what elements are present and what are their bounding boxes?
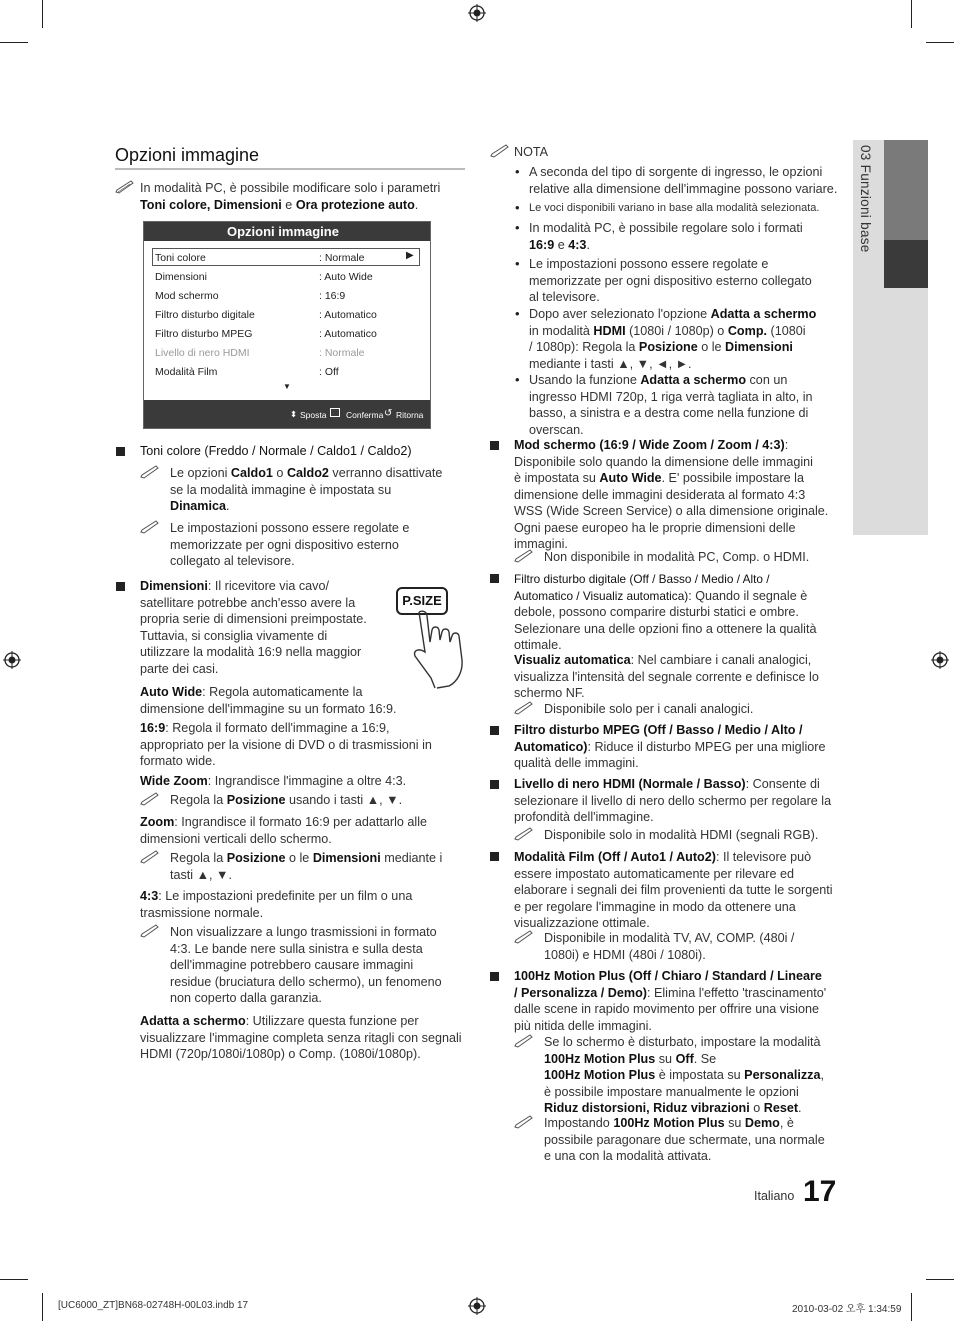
title-rule	[115, 168, 465, 170]
bullet-dot: •	[515, 372, 520, 387]
zoom-note: Regola la Posizione o le Dimensioni mediante i tasti ▲, ▼.	[170, 851, 443, 882]
ratio-43-text: 4:3: Le impostazioni predefinite per un film o una trasmissione normale.	[140, 889, 413, 920]
modalita-film-text: Modalità Film (Off / Auto1 / Auto2): Il televisore può essere impostato automaticamente per rilevare ed elaborare i segnali dei film provenienti da tutte le sorgenti e per regolare l'immagine in modo da ottenere una visualizzazione ottimale.	[514, 850, 833, 930]
motion-plus-note-2: Impostando 100Hz Motion Plus su Demo, è possibile paragonare due schermate, una normale e una con la modalità attivata.	[544, 1116, 825, 1163]
mod-schermo-note: Non disponibile in modalità PC, Comp. o HDMI.	[544, 550, 810, 564]
registration-mark-icon	[468, 1297, 486, 1315]
autowide-text: Auto Wide: Regola automaticamente la dimensione dell'immagine su un formato 16:9.	[140, 685, 397, 716]
bullet-square	[490, 972, 499, 981]
nota-heading: NOTA	[514, 145, 549, 159]
osd-row-label: Toni colore	[155, 252, 206, 264]
modalita-film-note: Disponibile in modalità TV, AV, COMP. (480i / 1080i) e HDMI (480i / 1080i).	[544, 931, 795, 962]
chapter-side-tab-marker	[884, 240, 928, 288]
toni-heading: Toni colore (Freddo / Normale / Caldo1 / Caldo2)	[140, 444, 412, 458]
osd-row-value: : Off	[319, 366, 339, 378]
registration-mark-icon	[931, 651, 949, 669]
ratio-169-text: 16:9: Regola il formato dell'immagine a 16:9, appropriato per la visione di DVD o di trasmissioni in formato wide.	[140, 721, 432, 768]
visualiz-note: Disponibile solo per i canali analogici.	[544, 702, 754, 716]
bullet-square	[490, 852, 499, 861]
osd-title: Opzioni immagine	[144, 222, 430, 241]
mod-schermo-text: Mod schermo (16:9 / Wide Zoom / Zoom / 4:3): Disponibile solo quando la dimensione delle immagini è impostata su Auto Wide. E' possibile impostare la dimensione delle immagini desiderata al formato 4:3 WSS (Wide Screen Service) o alla dimensione originale. Ogni paese europeo ha le proprie dimensioni delle immagini.	[514, 438, 829, 551]
bullet-dot: •	[515, 164, 520, 179]
crop-mark	[926, 1279, 954, 1280]
bullet-dot: •	[515, 256, 520, 271]
crop-mark	[911, 1293, 912, 1321]
bullet-square	[490, 441, 499, 450]
crop-mark	[926, 42, 954, 43]
bullet-square	[116, 447, 125, 456]
osd-row-label: Mod schermo	[155, 290, 219, 302]
bullet-square	[490, 726, 499, 735]
widezoom-note: Regola la Posizione usando i tasti ▲, ▼.	[170, 793, 403, 807]
chapter-label: 03 Funzioni base	[858, 145, 873, 253]
bullet-dot: •	[515, 200, 520, 215]
bullet-dot: •	[515, 220, 520, 235]
toni-note-2: Le impostazioni possono essere regolate e memorizzate per ogni dispositivo esterno collegato al televisore.	[170, 521, 410, 568]
bullet-square	[490, 780, 499, 789]
osd-row-value: : 16:9	[319, 290, 346, 302]
crop-mark	[911, 0, 912, 28]
osd-arrow-right-icon: ▶	[406, 250, 414, 261]
osd-row-label: Dimensioni	[155, 271, 207, 283]
return-icon: ↺	[384, 408, 393, 419]
updown-icon: ⬍	[290, 409, 298, 419]
note-pencil-icon	[514, 930, 534, 944]
hand-pointer-icon	[405, 608, 467, 690]
motion-plus-text: 100Hz Motion Plus (Off / Chiaro / Standard / Lineare / Personalizza / Demo): Elimina l'effetto 'trascinamento' dalle scene in rapido movimento per offrire una visione più nitida delle immagini.	[514, 969, 827, 1033]
registration-mark-icon	[468, 4, 486, 22]
osd-row-label: Filtro disturbo MPEG	[155, 328, 253, 340]
psize-button: P.SIZE	[396, 587, 448, 615]
note-pencil-icon	[514, 1115, 534, 1129]
ratio-43-note: Non visualizzare a lungo trasmissioni in formato 4:3. Le bande nere sulla sinistra e sulla desta dell'immagine potrebbero causare immagini residue (bruciatura dello schermo), un fenomeno non coperto dalla garanzia.	[170, 925, 442, 1005]
nota-item-4: Le impostazioni possono essere regolate e memorizzate per ogni dispositivo esterno collegato al televisore.	[529, 257, 812, 304]
osd-row-value: : Auto Wide	[319, 271, 373, 283]
osd-footer	[144, 400, 430, 428]
livello-nero-text: Livello di nero HDMI (Normale / Basso): Consente di selezionare il livello di nero dello schermo per regolare la profondità dell'immagine.	[514, 777, 832, 824]
osd-row-label-disabled: Livello di nero HDMI	[155, 347, 250, 359]
osd-move-label: Sposta	[300, 410, 327, 420]
adatta-text: Adatta a schermo: Utilizzare questa funzione per visualizzare l'immagine completa senza ritagli con segnali HDMI (720p/1080i/1080p) o Comp. (1080i/1080p).	[140, 1014, 462, 1061]
note-pencil-icon	[490, 144, 510, 158]
footer-language: Italiano	[754, 1189, 795, 1203]
osd-enter-label: Conferma	[346, 410, 384, 420]
filtro-digitale-text: Filtro disturbo digitale (Off / Basso / Medio / Alto / Automatico / Visualiz automatica): Quando il segnale è debole, possono comparire disturbi statici e ombre. Selezionare una delle opzioni fino a ottenere la qualità ottimale.	[514, 572, 817, 652]
livello-nero-note: Disponibile solo in modalità HDMI (segnali RGB).	[544, 828, 819, 842]
nota-item-3: In modalità PC, è possibile regolare solo i formati 16:9 e 4:3.	[529, 221, 803, 252]
note-pencil-icon	[514, 701, 534, 715]
osd-row-value-disabled: : Normale	[319, 347, 365, 359]
enter-icon	[330, 408, 340, 417]
osd-row-label: Filtro disturbo digitale	[155, 309, 255, 321]
print-slug-right: 2010-03-02 오후 1:34:59	[792, 1304, 902, 1315]
toni-note-1: Le opzioni Caldo1 o Caldo2 verranno disattivate se la modalità immagine è impostata su Dinamica.	[170, 466, 443, 513]
crop-mark	[42, 0, 43, 28]
osd-row-value: : Normale	[319, 252, 365, 264]
nota-item-5: Dopo aver selezionato l'opzione Adatta a schermo in modalità HDMI (1080i / 1080p) o Comp. (1080i / 1080p): Regola la Posizione o le Dimensioni mediante i tasti ▲, ▼, ◄, ►.	[529, 307, 817, 371]
note-pencil-icon	[140, 520, 160, 534]
nota-item-2: Le voci disponibili variano in base alla modalità selezionata.	[529, 202, 820, 214]
note-pencil-icon	[115, 180, 135, 194]
nota-item-1: A seconda del tipo di sorgente di ingresso, le opzioni relative alla dimensione dell'immagine possono variare.	[529, 165, 838, 196]
note-pencil-icon	[140, 850, 160, 864]
section-title: Opzioni immagine	[115, 145, 260, 165]
note-pencil-icon	[140, 792, 160, 806]
crop-mark	[0, 42, 28, 43]
page-number: 17	[803, 1175, 837, 1208]
osd-row-label: Modalità Film	[155, 366, 218, 378]
nota-item-6: Usando la funzione Adatta a schermo con un ingresso HDMI 720p, 1 riga verrà tagliata in alto, in basso, a sinistra e a destra come nella funzione di overscan.	[529, 373, 813, 437]
note-pencil-icon	[514, 1034, 534, 1048]
print-slug-left: [UC6000_ZT]BN68-02748H-00L03.indb 17	[58, 1300, 249, 1311]
bullet-square	[116, 582, 125, 591]
bullet-dot: •	[515, 306, 520, 321]
osd-menu-screen	[143, 221, 431, 429]
note-pencil-icon	[140, 465, 160, 479]
note-pencil-icon	[514, 549, 534, 563]
crop-mark	[42, 1293, 43, 1321]
filtro-mpeg-text: Filtro disturbo MPEG (Off / Basso / Medio / Alto / Automatico): Riduce il disturbo MPEG per una migliore qualità delle immagini.	[514, 723, 826, 770]
motion-plus-note-1: Se lo schermo è disturbato, impostare la modalità 100Hz Motion Plus su Off. Se 100Hz Motion Plus è impostata su Personalizza, è possibile impostare manualmente le opzioni Riduz distorsioni, Riduz vibrazioni o Reset.	[544, 1035, 824, 1115]
osd-row-value: : Automatico	[319, 328, 377, 340]
note-pencil-icon	[514, 827, 534, 841]
bullet-square	[490, 574, 499, 583]
registration-mark-icon	[3, 651, 21, 669]
note-pencil-icon	[140, 924, 160, 938]
crop-mark	[0, 1279, 28, 1280]
intro-note: In modalità PC, è possibile modificare solo i parametri Toni colore, Dimensioni e Ora protezione auto.	[140, 181, 441, 212]
dimensioni-text: Dimensioni: Il ricevitore via cavo/ satellitare potrebbe anch'esso avere la propria serie di dimensioni preimpostate. Tuttavia, si consiglia vivamente di utilizzare la modalità 16:9 nella maggior parte dei casi.	[140, 579, 367, 676]
osd-return-label: Ritorna	[396, 410, 424, 420]
widezoom-text: Wide Zoom: Ingrandisce l'immagine a oltre 4:3.	[140, 774, 407, 788]
osd-row-value: : Automatico	[319, 309, 377, 321]
zoom-text: Zoom: Ingrandisce il formato 16:9 per adattarlo alle dimensioni verticali dello schermo.	[140, 815, 427, 846]
osd-scroll-down-icon: ▼	[283, 382, 291, 391]
visualiz-text: Visualiz automatica: Nel cambiare i canali analogici, visualizza l'intensità del segnale corrente e definisce lo schermo NF.	[514, 653, 819, 700]
